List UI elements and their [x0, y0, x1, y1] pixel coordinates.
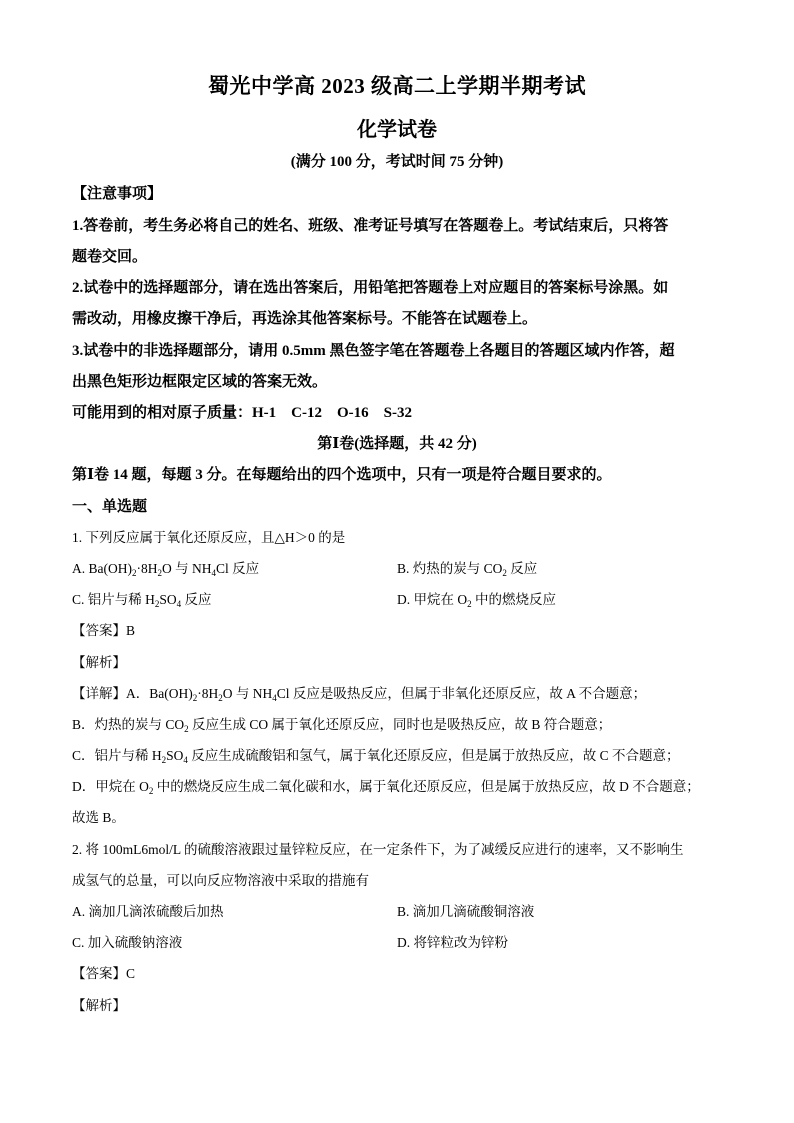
- q1-detail-d: D．甲烷在 $O_2$ 中的燃烧反应生成二氧化碳和水，属于氧化还原反应，但是属于放热反应，故 D 不合题意；: [72, 779, 700, 796]
- q2-answer: 【答案】C: [72, 966, 136, 981]
- q1-analysis-tag: 【解析】: [72, 655, 126, 670]
- q1-conclusion: 故选 B。: [72, 810, 125, 825]
- q2-option-a: A. 滴加几滴浓硫酸后加热: [72, 904, 224, 919]
- q1-option-b: B. 灼热的炭与 $CO_2$ 反应: [397, 561, 538, 578]
- notice-line-1b: 题卷交回。: [72, 249, 148, 265]
- notice-line-3a: 3.试卷中的非选择题部分，请用 0.5mm 黑色签字笔在答题卷上各题目的答题区域内作答，超: [72, 343, 675, 359]
- q2-analysis-tag: 【解析】: [72, 998, 126, 1013]
- q2-stem-a: 2. 将 100mL6mol/L 的硫酸溶液跟过量锌粒反应，在一定条件下，为了减缓反应进行的速率，又不影响生: [72, 842, 684, 857]
- section-title: 第Ⅰ卷(选择题，共 42 分): [317, 436, 477, 452]
- exam-subtitle: 化学试卷: [357, 119, 437, 141]
- q2-stem-b: 成氢气的总量，可以向反应物溶液中采取的措施有: [72, 873, 369, 888]
- notice-line-2a: 2.试卷中的选择题部分，请在选出答案后，用铅笔把答题卷上对应题目的答案标号涂黑。如: [72, 280, 669, 296]
- atomic-mass-line: 可能用到的相对原子质量：H-1 C-12 O-16 S-32: [72, 405, 412, 421]
- part-title: 一、单选题: [72, 499, 148, 515]
- score-info: (满分 100 分，考试时间 75 分钟): [290, 154, 504, 170]
- q2-option-d: D. 将锌粒改为锌粉: [397, 935, 508, 950]
- q1-option-c: C. 铝片与稀 $H_2SO_4$ 反应: [72, 592, 212, 609]
- q1-stem: 1. 下列反应属于氧化还原反应，且△H＞0 的是: [72, 530, 346, 545]
- section-desc: 第Ⅰ卷 14 题，每题 3 分。在每题给出的四个选项中，只有一项是符合题目要求的。: [72, 467, 612, 483]
- notice-heading: 【注意事项】: [72, 186, 163, 202]
- notice-line-1a: 1.答卷前，考生务必将自己的姓名、班级、准考证号填写在答题卷上。考试结束后，只将答: [72, 218, 669, 234]
- notice-line-2b: 需改动，用橡皮擦干净后，再选涂其他答案标号。不能答在试题卷上。: [72, 311, 538, 327]
- q1-option-d: D. 甲烷在 $O_2$ 中的燃烧反应: [397, 592, 556, 609]
- q1-detail-a: 【详解】A．$Ba(OH)_2\cdot 8H_2O$ 与 $NH_4Cl$ 反应是吸热反应，但属于非氧化还原反应，故 A 不合题意；: [72, 686, 647, 703]
- q1-detail-c: C．铝片与稀 $H_2SO_4$ 反应生成硫酸铝和氢气，属于氧化还原反应，但是属于放热反应，故 C 不合题意；: [72, 748, 680, 765]
- q2-option-b: B. 滴加几滴硫酸铜溶液: [397, 904, 535, 919]
- q2-option-c: C. 加入硫酸钠溶液: [72, 935, 183, 950]
- q1-detail-b: B．灼热的炭与 $CO_2$ 反应生成 CO 属于氧化还原反应，同时也是吸热反应，故 B 符合题意；: [72, 717, 612, 734]
- exam-title: 蜀光中学高 2023 级高二上学期半期考试: [208, 74, 586, 98]
- notice-line-3b: 出黑色矩形边框限定区域的答案无效。: [72, 374, 328, 390]
- q1-answer: 【答案】B: [72, 623, 136, 638]
- q1-option-a: A. $Ba(OH)_2\cdot 8H_2O$ 与 $NH_4Cl$ 反应: [72, 561, 260, 578]
